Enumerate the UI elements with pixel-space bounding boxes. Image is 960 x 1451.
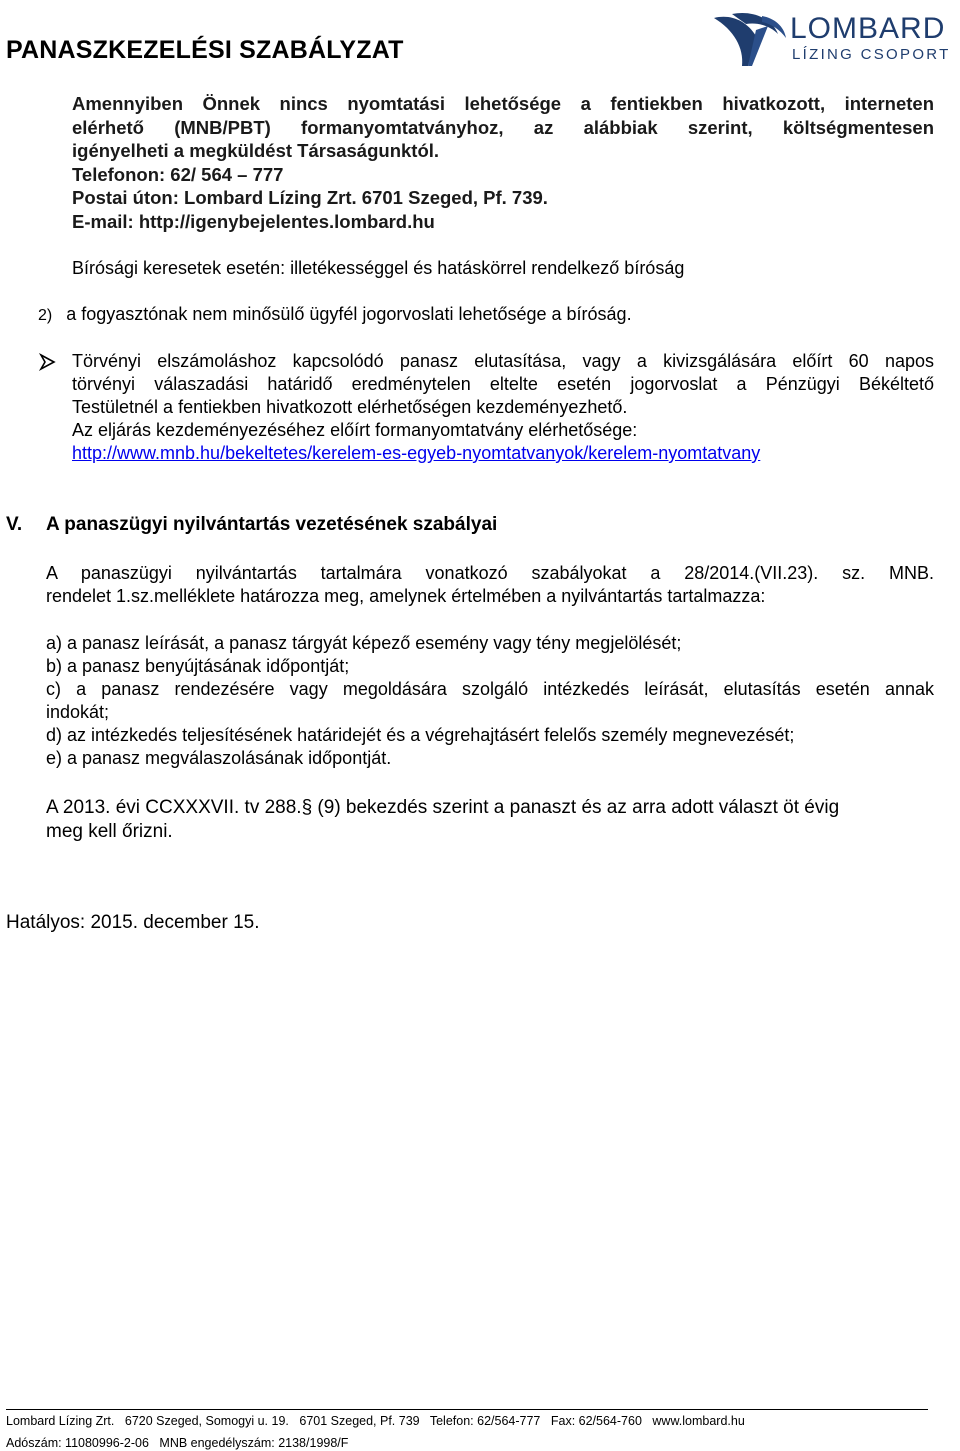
contact-block <box>72 92 934 233</box>
arrow-bullet-icon <box>38 352 58 372</box>
bullet-line-2: törvényi válaszadási határidő eredménytelen eltelte esetén jogorvoslat a Pénzügyi Békéltető <box>72 374 934 394</box>
footer-tax: Adószám: 11080996-2-06 <box>6 1436 149 1450</box>
bullet-block <box>72 350 934 465</box>
lombard-swirl-icon <box>712 8 788 70</box>
footer-web: www.lombard.hu <box>652 1414 745 1428</box>
list-item: b) a panasz benyújtásának időpontját; <box>46 656 350 676</box>
footer-line-1 <box>6 1414 752 1428</box>
retention-paragraph <box>46 796 934 844</box>
footer-line-2 <box>6 1436 355 1450</box>
rules-line-2: rendelet 1.sz.melléklete határozza meg, amelynek értelmében a nyilvántartás tartalmazza: <box>46 586 766 606</box>
court-line: Bírósági keresetek esetén: illetékességgel és hatáskörrel rendelkező bíróság <box>72 258 685 278</box>
retention-line-1: A 2013. évi CCXXXVII. tv 288.§ (9) bekezdés szerint a panaszt és az arra adott választ öt évig <box>46 797 840 818</box>
contact-post: Postai úton: Lombard Lízing Zrt. 6701 Szeged, Pf. 739. <box>72 187 548 208</box>
footer-company: Lombard Lízing Zrt. <box>6 1414 115 1428</box>
footer-divider <box>6 1409 928 1410</box>
section-heading: A panaszügyi nyilvántartás vezetésének szabályai <box>46 514 498 535</box>
section-number: V. <box>6 514 23 535</box>
footer-mnb-license: MNB engedélyszám: 2138/1998/F <box>159 1436 349 1450</box>
contact-line-1: Amennyiben Önnek nincs nyomtatási lehetősége a fentiekben hivatkozott, interneten <box>72 93 934 114</box>
footer-fax: Fax: 62/564-760 <box>550 1414 642 1428</box>
effective-date: Hatályos: 2015. december 15. <box>6 912 260 933</box>
register-contents-list <box>46 632 934 770</box>
contact-email: E-mail: http://igenybejelentes.lombard.hu <box>72 210 435 232</box>
rules-line-1: A panaszügyi nyilvántartás tartalmára vonatkozó szabályokat a 28/2014.(VII.23). sz. MNB. <box>46 563 934 583</box>
item-text: a fogyasztónak nem minősülő ügyfél jogorvoslati lehetősége a bíróság. <box>66 304 632 324</box>
bullet-line-3: Testületnél a fentiekben hivatkozott elérhetőségen kezdeményezhető. <box>72 397 628 417</box>
mnb-form-link[interactable]: http://www.mnb.hu/bekeltetes/kerelem-es-egyeb-nyomtatvanyok/kerelem-nyomtatvany <box>72 443 761 463</box>
retention-line-2: meg kell őrizni. <box>46 821 173 842</box>
company-logo <box>712 8 952 70</box>
list-item: c) a panasz rendezésére vagy megoldására szolgáló intézkedés leírását, elutasítás esetén annak <box>46 679 934 699</box>
section-title <box>6 514 497 536</box>
contact-line-2: elérhető (MNB/PBT) formanyomtatványhoz, az alábbiak szerint, költségmentesen <box>72 116 934 138</box>
bullet-line-4: Az eljárás kezdeményezéséhez előírt formanyomtatvány elérhetősége: <box>72 420 638 440</box>
contact-phone: Telefonon: 62/ 564 – 777 <box>72 163 284 185</box>
logo-wordmark: LOMBARD <box>790 12 946 45</box>
footer-pobox: 6701 Szeged, Pf. 739 <box>299 1414 420 1428</box>
footer-phone: Telefon: 62/564-777 <box>429 1414 541 1428</box>
logo-subtitle: LÍZING CSOPORT <box>792 46 951 63</box>
rules-paragraph <box>46 562 934 608</box>
footer-address: 6720 Szeged, Somogyi u. 19. <box>124 1414 289 1428</box>
list-item: d) az intézkedés teljesítésének határidejét és a végrehajtásért felelős személy megnevezését; <box>46 725 795 745</box>
bullet-line-1: Törvényi elszámoláshoz kapcsolódó panasz elutasítása, vagy a kivizsgálására előírt 60 napos <box>72 351 934 371</box>
list-item: e) a panasz megválaszolásának időpontját. <box>46 748 392 768</box>
page-title: PANASZKEZELÉSI SZABÁLYZAT <box>6 36 404 64</box>
list-item <box>38 303 632 327</box>
list-item: indokát; <box>46 702 110 722</box>
list-item: a) a panasz leírását, a panasz tárgyát képező esemény vagy tény megjelölését; <box>46 633 682 653</box>
item-number: 2) <box>38 307 53 324</box>
contact-line-3: igényelheti a megküldést Társaságunktól. <box>72 140 440 161</box>
